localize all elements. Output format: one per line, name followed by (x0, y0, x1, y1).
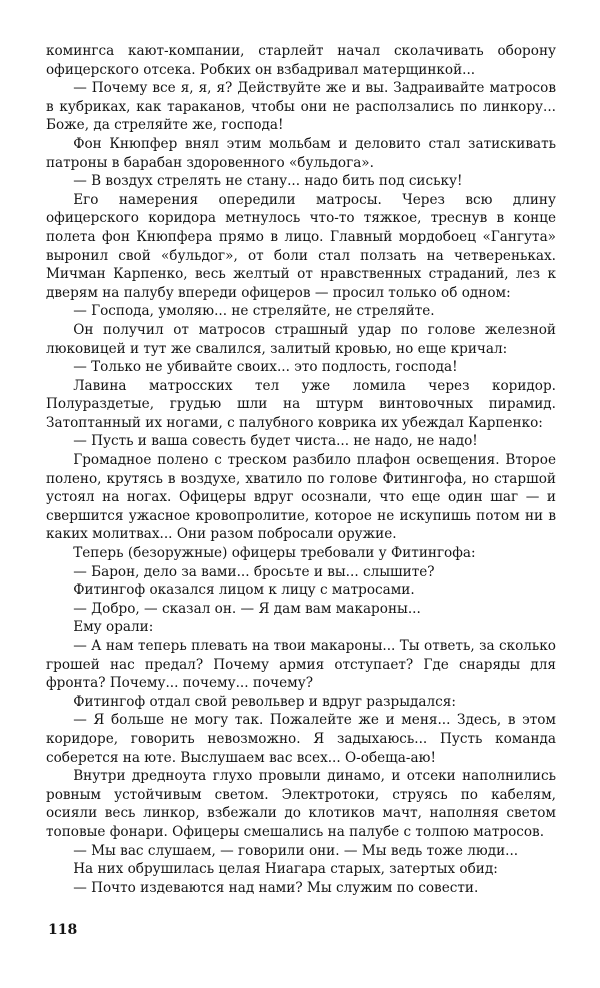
paragraph: комингса кают-компании, старлейт начал сколачивать оборону офицерского отсека. Робких он взбадривал матерщинкой... (46, 43, 556, 78)
paragraph: Лавина матросских тел уже ломила через коридор. Полураздетые, грудью шли на штурм винтовочных пирамид. Затоптанный их ногами, с палубного коврика их убеждал Карпенко: (46, 377, 556, 431)
paragraph: — Барон, дело за вами... бросьте и вы... слышите? (73, 563, 435, 580)
paragraph: — Почему все я, я, я? Действуйте же и вы. Задраивайте матросов в кубриках, как тараканов, чтобы они не расползались по линкору... Боже, да стреляйте же, господа! (46, 80, 556, 134)
paragraph: На них обрушилась целая Ниагара старых, затертых обид: (73, 861, 498, 878)
page-number: 118 (48, 922, 78, 938)
paragraph: Фитингоф отдал свой револьвер и вдруг разрыдался: (73, 693, 456, 710)
paragraph: — Мы вас слушаем, — говорили они. — Мы ведь тоже люди... (73, 842, 519, 859)
paragraph: Внутри дредноута глухо провыли динамо, и отсеки наполнились ровным устойчивым светом. Электротоки, струясь по кабелям, осияли весь линкор, взбежали до клотиков мачт, наполняя светом топовые фонари. Офицеры смешались на палубе с толпою матросов. (46, 768, 556, 840)
paragraph: — Добро, — сказал он. — Я дам вам макароны... (73, 600, 421, 617)
paragraph: Ему орали: (73, 619, 154, 636)
paragraph: Фон Кнюпфер внял этим мольбам и деловито стал затискивать патроны в барабан здоровенного «бульдога». (46, 135, 556, 171)
paragraph: — Только не убивайте своих... это подлость, господа! (73, 359, 458, 376)
book-page-text (46, 42, 556, 897)
paragraph: — А нам теперь плевать на твои макароны... Ты ответь, за сколько грошей нас предал? Почему армия отступает? Где снаряды для фронта? Почему... почему... почему? (46, 638, 556, 692)
paragraph: — Господа, умоляю... не стреляйте, не стреляйте. (73, 303, 435, 320)
paragraph: Теперь (безоружные) офицеры требовали у Фитингофа: (73, 545, 476, 562)
paragraph: Громадное полено с треском разбило плафон освещения. Второе полено, крутясь в воздухе, хватило по голове Фитингофа, но старшой устоял на ногах. Офицеры вдруг осознали, что еще один шаг — и свершится ужасное кровопролитие, которое не искупишь потом ни в каких молитвах... Они разом побросали оружие. (46, 452, 556, 543)
paragraph: Он получил от матросов страшный удар по голове железной люковицей и тут же свалился, залитый кровью, но еще кричал: (46, 321, 556, 357)
paragraph: — Я больше не могу так. Пожалейте же и меня... Здесь, в этом коридоре, говорить невозможно. Я задыхаюсь... Пусть команда соберется на юте. Выслушаем вас всех... О-обеща-аю! (46, 712, 556, 766)
paragraph: — Пусть и ваша совесть будет чиста... не надо, не надо! (73, 433, 478, 450)
paragraph: — В воздух стрелять не стану... надо бить под сиську! (73, 173, 463, 190)
paragraph: Его намерения опередили матросы. Через всю длину офицерского коридора метнулось что-то тяжкое, треснув в конце полета фон Кнюпфера прямо в лицо. Главный мордобоец «Гангута» выронил свой «бульдог», от боли стал ползать на четвереньках. Мичман Карпенко, весь желтый от нравственных страданий, лез к дверям на палубу впереди офицеров — просил только об одном: (46, 191, 556, 301)
paragraph: Фитингоф оказался лицом к лицу с матросами. (73, 582, 415, 599)
paragraph: — Почто издеваются над нами? Мы служим по совести. (73, 879, 479, 896)
